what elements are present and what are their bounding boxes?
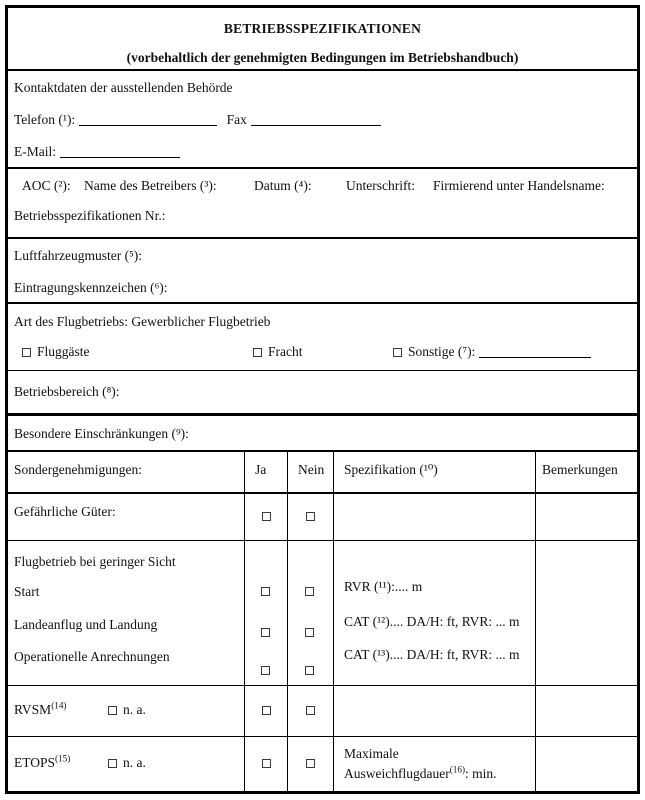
header-ja: Ja [244,452,287,492]
checkbox-etops-ja[interactable] [262,759,271,768]
betriebsbereich-section [8,371,637,416]
checkbox-lowvis-landung-ja[interactable] [261,628,270,637]
fax-label: Fax [226,112,247,127]
gefaehrliche-gueter-label: Gefährliche Güter: [14,504,116,519]
sonstige-label: Sonstige (⁷): [408,344,476,359]
datum-label: Datum (⁴): [254,178,312,193]
lowvis-anrechnungen-label: Operationelle Anrechnungen [14,649,170,664]
etops-na-label: n. a. [123,755,146,770]
email-label: E-Mail: [14,144,56,159]
checkbox-etops-na[interactable] [108,759,117,768]
etops-label: ETOPS [14,755,56,770]
etops-footnote16-sup: (16) [449,764,465,775]
lowvis-landung-label: Landeanflug und Landung [14,617,158,632]
gefahrgut-remarks-cell [535,494,637,540]
table-header-row [8,452,637,494]
einschraenkungen-label: Besondere Einschränkungen (⁹): [14,426,189,441]
operator-name-label: Name des Betreibers (³): [84,178,217,193]
checkbox-lowvis-landung-nein[interactable] [305,628,314,637]
table-row-etops [8,736,637,791]
checkbox-lowvis-start-nein[interactable] [305,587,314,596]
checkbox-gefahrgut-nein[interactable] [306,512,315,521]
header-nein: Nein [287,452,333,492]
telefon-label: Telefon (¹): [14,112,76,127]
etops-spec-line1: Maximale [344,746,399,761]
contact-heading: Kontaktdaten der ausstellenden Behörde [14,80,233,95]
header-bemerkungen: Bemerkungen [535,452,637,492]
aoc-label: AOC (²): [22,178,71,193]
eintragungskennzeichen-label: Eintragungskennzeichen (⁶): [14,280,168,295]
checkbox-rvsm-nein[interactable] [306,706,315,715]
checkbox-rvsm-na[interactable] [108,706,117,715]
lowvis-start-label: Start [14,584,40,599]
etops-spec-line2-tail: : min. [465,766,497,781]
checkbox-gefahrgut-ja[interactable] [262,512,271,521]
header-spezifikation: Spezifikation (¹⁰) [333,452,535,492]
rvsm-spec-cell [333,686,535,736]
aoc-section [8,169,637,239]
email-blank-field[interactable] [60,144,180,158]
page-title: BETRIEBSSPEZIFIKATIONEN [223,21,422,36]
table-row-gefaehrliche-gueter [8,494,637,540]
lowvis-spec-cat13: CAT (¹³).... DA/H: ft, RVR: ... m [344,647,520,662]
einschraenkungen-section [8,416,637,452]
checkbox-lowvis-anrechnungen-ja[interactable] [261,666,270,675]
fluggaeste-label: Fluggäste [37,344,90,359]
checkbox-fluggaeste[interactable] [22,348,31,357]
handelsname-label: Firmierend unter Handelsname: [433,178,605,193]
checkbox-sonstige[interactable] [393,348,402,357]
checkbox-lowvis-start-ja[interactable] [261,587,270,596]
flight-type-heading: Art des Flugbetriebs: Gewerblicher Flugbetrieb [14,314,271,329]
table-row-flugbetrieb-geringe-sicht [8,540,637,685]
header-sondergenehmigungen: Sondergenehmigungen: [14,462,142,477]
approvals-table [8,452,637,791]
table-row-rvsm [8,685,637,736]
telefon-blank-field[interactable] [79,112,217,126]
checkbox-rvsm-ja[interactable] [262,706,271,715]
lowvis-spec-rvr: RVR (¹¹):.... m [344,579,423,594]
unterschrift-label: Unterschrift: [346,178,415,193]
etops-remarks-cell [535,737,637,791]
checkbox-etops-nein[interactable] [306,759,315,768]
title-section [8,8,637,71]
fracht-label: Fracht [268,344,303,359]
rvsm-remarks-cell [535,686,637,736]
luftfahrzeugmuster-label: Luftfahrzeugmuster (⁵): [14,248,143,263]
contact-section [8,71,637,169]
page-subtitle: (vorbehaltlich der genehmigten Bedingungen im Betriebshandbuch) [126,50,519,65]
sonstige-blank-field[interactable] [479,344,591,358]
lowvis-spec-cat12: CAT (¹²).... DA/H: ft, RVR: ... m [344,614,520,629]
rvsm-footnote-sup: (14) [51,700,67,711]
etops-spec-line2-text: Ausweichflugdauer [344,766,450,781]
aircraft-section [8,239,637,304]
checkbox-fracht[interactable] [253,348,262,357]
betriebsbereich-label: Betriebsbereich (⁸): [14,384,120,399]
opspec-nr-label: Betriebsspezifikationen Nr.: [14,208,166,223]
lowvis-remarks-cell [535,541,637,685]
rvsm-label: RVSM [14,702,52,717]
rvsm-na-label: n. a. [123,702,146,717]
flight-type-section [8,304,637,371]
lowvis-label: Flugbetrieb bei geringer Sicht [14,554,176,569]
fax-blank-field[interactable] [251,112,381,126]
etops-footnote-sup: (15) [55,753,71,764]
etops-spec-line2 [344,764,527,784]
gefahrgut-spec-cell [333,494,535,540]
betriebsspezifikationen-form [5,5,640,794]
checkbox-lowvis-anrechnungen-nein[interactable] [305,666,314,675]
